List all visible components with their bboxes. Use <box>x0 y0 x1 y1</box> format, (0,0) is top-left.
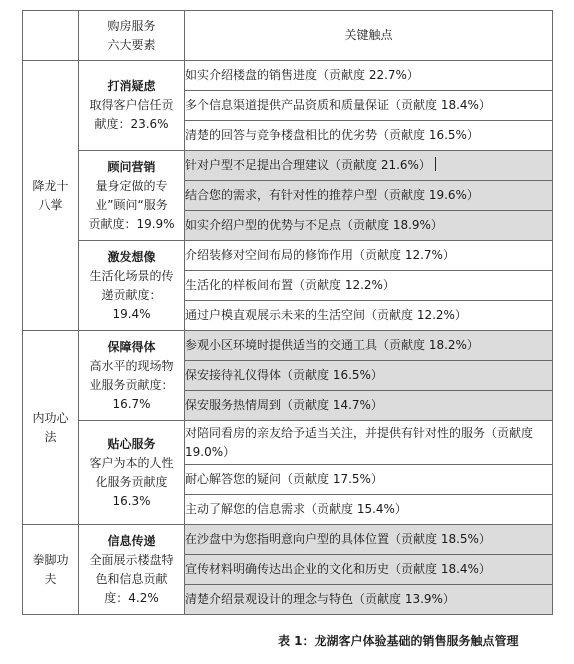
table-row <box>23 525 553 555</box>
group-name: 降龙十 八掌 <box>32 178 69 212</box>
touchpoint-text: 宣传材料明确传达出企业的文化和历史（贡献度 18.4%） <box>185 562 491 576</box>
header-cell-factors <box>79 11 185 61</box>
touchpoint-text: 通过户模直观展示未来的生活空间（贡献度 12.2%） <box>185 308 467 322</box>
factor-subtitle: 全面展示楼盘特 色和信息贡献 度：4.2% <box>89 552 174 605</box>
text-cursor <box>435 157 436 171</box>
touchpoint-text: 结合您的需求，有针对性的推荐户型（贡献度 19.6%） <box>185 188 479 202</box>
touchpoint-cell <box>185 495 553 525</box>
touchpoint-cell <box>185 211 553 241</box>
touchpoint-table <box>22 10 553 615</box>
touchpoint-cell <box>185 391 553 421</box>
touchpoint-text: 清楚的回答与竞争楼盘相比的优劣势（贡献度 16.5%） <box>185 128 479 142</box>
touchpoint-text: 介绍装修对空间布局的修饰作用（贡献度 12.7%） <box>185 248 455 262</box>
factor-title: 贴心服务 <box>107 436 156 451</box>
table-row <box>23 331 553 361</box>
header-cell-touchpoints <box>185 11 553 61</box>
touchpoint-text: 保安接待礼仪得体（贡献度 16.5%） <box>185 368 383 382</box>
header-cell-blank <box>23 11 79 61</box>
touchpoint-cell <box>185 271 553 301</box>
factor-subtitle: 高水平的现场物 业服务贡献度： 16.7% <box>89 358 174 411</box>
table-row <box>23 241 553 271</box>
touchpoint-cell <box>185 465 553 495</box>
touchpoint-cell <box>185 555 553 585</box>
factor-cell <box>79 421 185 525</box>
touchpoint-text: 保安服务热情周到（贡献度 14.7%） <box>185 398 383 412</box>
touchpoint-text: 针对户型不足提出合理建议（贡献度 21.6%） <box>185 158 431 172</box>
factor-title: 激发想像 <box>107 249 156 264</box>
factor-cell <box>79 151 185 241</box>
header-col2: 购房服务 六大要素 <box>107 18 156 52</box>
factor-title: 保障得体 <box>107 339 156 354</box>
table-caption: 表 1：龙湖客户体验基础的销售服务触点管理 <box>278 634 519 648</box>
group-name: 拳脚功 夫 <box>32 552 69 586</box>
touchpoint-text: 如实介绍户型的优势与不足点（贡献度 18.9%） <box>185 218 443 232</box>
touchpoint-cell <box>185 421 553 465</box>
touchpoint-text: 生活化的样板间布置（贡献度 12.2%） <box>185 278 395 292</box>
factor-subtitle: 客户为本的人性 化服务贡献度 16.3% <box>89 455 174 508</box>
touchpoint-cell <box>185 181 553 211</box>
group-cell <box>23 331 79 525</box>
factor-cell <box>79 241 185 331</box>
touchpoint-text: 多个信息渠道提供产品资质和质量保证（贡献度 18.4%） <box>185 98 491 112</box>
factor-cell <box>79 331 185 421</box>
touchpoint-cell <box>185 151 553 181</box>
touchpoint-text: 耐心解答您的疑问（贡献度 17.5%） <box>185 472 383 486</box>
factor-cell <box>79 525 185 615</box>
factor-subtitle: 生活化场景的传 递贡献度： 19.4% <box>89 268 174 321</box>
touchpoint-cell <box>185 61 553 91</box>
header-row <box>23 11 553 61</box>
table-row <box>23 151 553 181</box>
touchpoint-text: 在沙盘中为您指明意向户型的具体位置（贡献度 18.5%） <box>185 532 491 546</box>
factor-subtitle: 取得客户信任贡 献度：23.6% <box>89 98 174 131</box>
touchpoint-cell <box>185 585 553 615</box>
touchpoint-text: 如实介绍楼盘的销售进度（贡献度 22.7%） <box>185 68 419 82</box>
touchpoint-cell <box>185 241 553 271</box>
touchpoint-cell <box>185 121 553 151</box>
factor-subtitle: 量身定做的专 业”顾问“服务 贡献度：19.9% <box>88 178 175 231</box>
touchpoint-cell <box>185 91 553 121</box>
touchpoint-text: 清楚介绍景观设计的理念与特色（贡献度 13.9%） <box>185 592 455 606</box>
group-cell <box>23 61 79 331</box>
touchpoint-cell <box>185 301 553 331</box>
touchpoint-text: 对陪同看房的亲友给予适当关注，并提供有针对性的服务（贡献度 19.0%） <box>185 425 534 459</box>
touchpoint-text: 主动了解您的信息需求（贡献度 15.4%） <box>185 502 407 516</box>
touchpoint-cell <box>185 361 553 391</box>
factor-title: 信息传递 <box>107 533 156 548</box>
factor-title: 打消疑虑 <box>107 79 156 93</box>
touchpoint-text: 参观小区环境时提供适当的交通工具（贡献度 18.2%） <box>185 338 479 352</box>
group-cell <box>23 525 79 615</box>
touchpoint-cell <box>185 525 553 555</box>
table-row <box>23 61 553 91</box>
table-row <box>23 421 553 465</box>
table-body <box>23 11 553 615</box>
factor-title: 顾问营销 <box>107 159 156 174</box>
header-col3: 关键触点 <box>344 28 393 42</box>
touchpoint-cell <box>185 331 553 361</box>
group-name: 内功心 法 <box>32 410 69 444</box>
factor-cell <box>79 61 185 151</box>
